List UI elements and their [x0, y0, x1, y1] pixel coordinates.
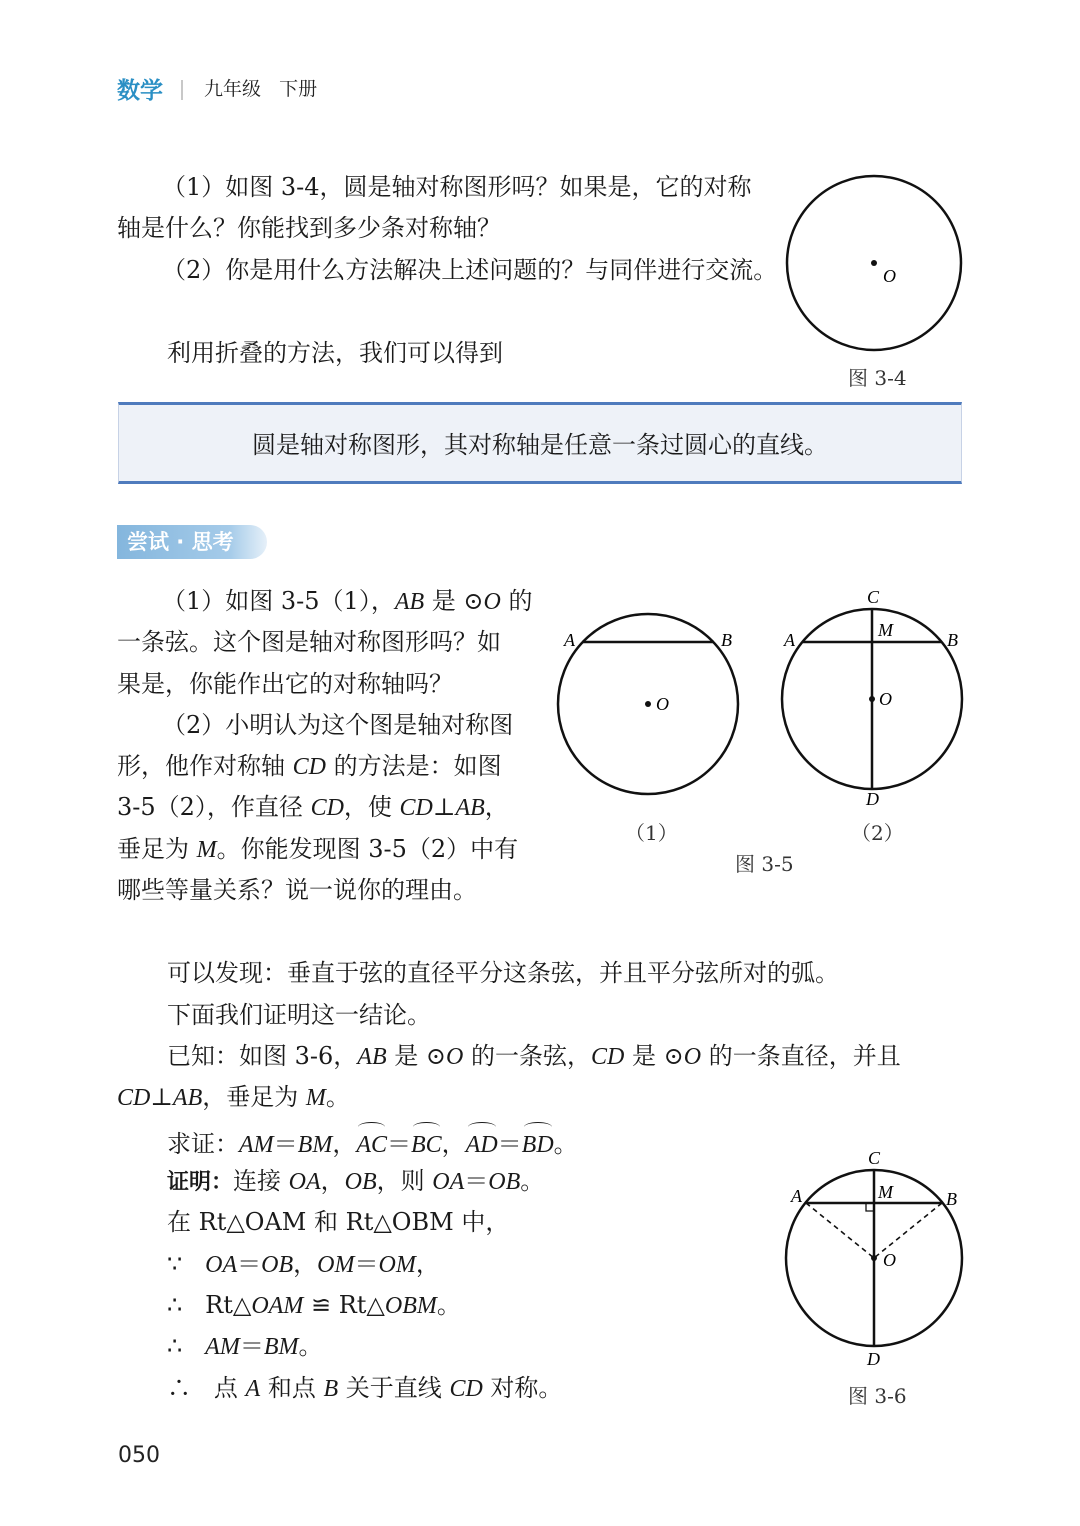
question-1-line-1: （1）如图 3-4，圆是轴对称图形吗？如果是，它的对称	[162, 173, 752, 201]
label-a-1: A	[564, 630, 575, 650]
label-c-3-6: C	[868, 1148, 881, 1168]
conclusion-box	[118, 402, 962, 484]
s2-line-5: 形，他作对称轴 CD 的方法是：如图	[117, 752, 502, 780]
figure-3-6-caption: 图 3-6	[848, 1384, 907, 1408]
s2-line-6: 3-5（2），作直径 CD，使 CD⊥AB，	[117, 793, 509, 821]
s2-line-3: 果是，你能作出它的对称轴吗？	[117, 670, 453, 698]
subject-title: 数学	[117, 78, 163, 104]
figure-3-5-sub-2: （2）	[851, 821, 904, 845]
grade-label: 九年级 下册	[204, 78, 318, 100]
prove-intro: 下面我们证明这一结论。	[167, 1001, 431, 1029]
center-point-2	[869, 696, 875, 702]
label-d-2: D	[866, 789, 879, 809]
label-a-3-6: A	[791, 1186, 802, 1206]
proof-line-4: ∴ Rt△OAM ≌ Rt△OBM。	[167, 1291, 461, 1319]
page-number: 050	[118, 1443, 160, 1468]
figure-3-5-sub-1: （1）	[625, 821, 678, 845]
conclusion-text: 圆是轴对称图形，其对称轴是任意一条过圆心的直线。	[252, 431, 828, 459]
center-point-3-6	[871, 1255, 877, 1261]
s2-line-4: （2）小明认为这个图是轴对称图	[162, 711, 514, 739]
figure-3-5-part-2	[782, 587, 962, 809]
finding-text: 可以发现：垂直于弦的直径平分这条弦，并且平分弦所对的弧。	[167, 959, 839, 987]
question-1-line-2: 轴是什么？你能找到多少条对称轴？	[117, 214, 501, 242]
radius-oa	[806, 1203, 874, 1258]
figure-3-6	[780, 1145, 980, 1375]
center-point-1	[645, 701, 651, 707]
label-m-2: M	[878, 620, 893, 640]
center-label: O	[883, 266, 896, 286]
label-b-2: B	[947, 630, 958, 650]
figure-3-5	[555, 585, 975, 825]
figure-3-4-caption: 图 3-4	[848, 366, 907, 390]
label-b-1: B	[721, 630, 732, 650]
figure-3-5-caption: 图 3-5	[735, 852, 794, 876]
to-prove-line: 求证：AM＝BM，AC＝BC，AD＝BD。	[167, 1124, 578, 1166]
s2-line-1: （1）如图 3-5（1），AB 是 ⊙O 的	[162, 587, 533, 615]
s2-line-8: 哪些等量关系？说一说你的理由。	[117, 876, 477, 904]
proof-line-6: ∴ 点 A 和点 B 关于直线 CD 对称。	[167, 1374, 563, 1402]
label-c-2: C	[867, 587, 880, 607]
label-d-3-6: D	[867, 1349, 880, 1369]
proof-line-1: 证明：连接 OA，OB，则 OA＝OB。	[167, 1167, 545, 1195]
label-o-1: O	[656, 694, 669, 714]
fold-method-text: 利用折叠的方法，我们可以得到	[167, 339, 503, 367]
label-b-3-6: B	[946, 1189, 957, 1209]
given-line-1: 已知：如图 3-6，AB 是 ⊙O 的一条弦，CD 是 ⊙O 的一条直径，并且	[167, 1042, 901, 1070]
center-point	[871, 260, 877, 266]
question-2: （2）你是用什么方法解决上述问题的？与同伴进行交流。	[162, 256, 778, 284]
proof-line-5: ∴ AM＝BM。	[167, 1332, 323, 1360]
s2-line-2: 一条弦。这个图是轴对称图形吗？如	[117, 628, 501, 656]
given-line-2: CD⊥AB，垂足为 M。	[117, 1083, 350, 1111]
label-o-2: O	[879, 689, 892, 709]
figure-3-5-part-1	[558, 614, 738, 794]
proof-line-2: 在 Rt△OAM 和 Rt△OBM 中，	[167, 1208, 510, 1236]
label-m-3-6: M	[878, 1182, 893, 1202]
try-think-tag: 尝试 · 思考	[117, 525, 267, 559]
s2-line-7: 垂足为 M。你能发现图 3-5（2）中有	[117, 835, 519, 863]
header-divider	[181, 80, 183, 100]
proof-line-3: ∵ OA＝OB，OM＝OM，	[167, 1250, 440, 1278]
figure-3-4	[780, 170, 970, 360]
label-o-3-6: O	[883, 1250, 896, 1270]
label-a-2: A	[784, 630, 795, 650]
